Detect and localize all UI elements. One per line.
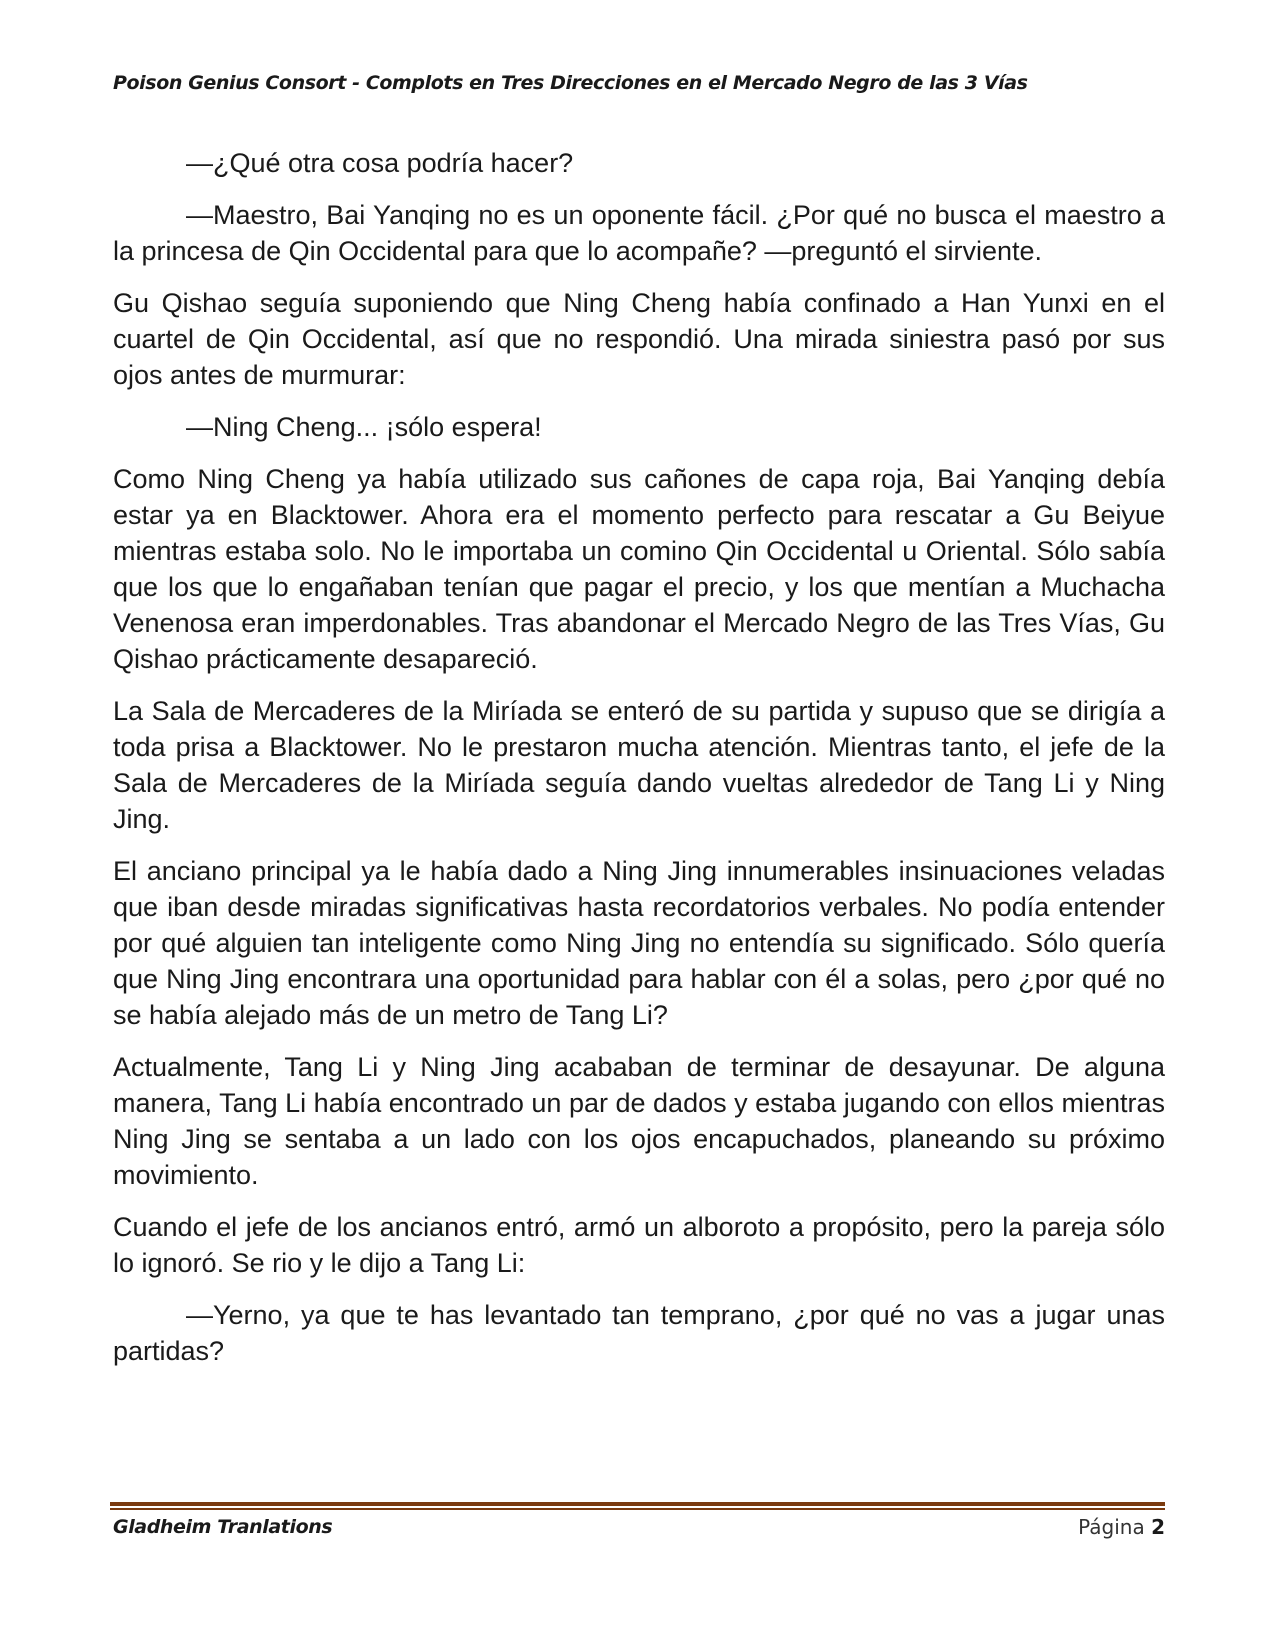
page-label: Página: [1078, 1515, 1145, 1539]
footer-page-number: [1078, 1515, 1165, 1539]
paragraph-4: —Ning Cheng... ¡sólo espera!: [186, 412, 542, 442]
body-text: [113, 145, 1165, 1385]
paragraph-2: —Maestro, Bai Yanqing no es un oponente fácil. ¿Por qué no busca el maestro a la princesa de Qin Occidental para que lo acompañe? —preguntó el sirviente.: [113, 200, 1165, 266]
running-header: Poison Genius Consort - Complots en Tres Direcciones en el Mercado Negro de las 3 Vías: [113, 72, 1028, 94]
paragraph-9: Cuando el jefe de los ancianos entró, armó un alboroto a propósito, pero la pareja sólo lo ignoró. Se rio y le dijo a Tang Li:: [113, 1212, 1165, 1278]
paragraph-3: Gu Qishao seguía suponiendo que Ning Cheng había confinado a Han Yunxi en el cuartel de Qin Occidental, así que no respondió. Una mirada siniestra pasó por sus ojos antes de murmurar:: [113, 288, 1165, 390]
paragraph-7: El anciano principal ya le había dado a Ning Jing innumerables insinuaciones veladas que iban desde miradas significativas hasta recordatorios verbales. No podía entender por qué alguien tan inteligente como Ning Jing no entendía su significado. Sólo quería que Ning Jing encontrara una oportunidad para hablar con él a solas, pero ¿por qué no se había alejado más de un metro de Tang Li?: [113, 856, 1165, 1030]
paragraph-6: La Sala de Mercaderes de la Miríada se enteró de su partida y supuso que se dirigía a toda prisa a Blacktower. No le prestaron mucha atención. Mientras tanto, el jefe de la Sala de Mercaderes de la Miríada seguía dando vueltas alrededor de Tang Li y Ning Jing.: [113, 696, 1165, 834]
paragraph-1: —¿Qué otra cosa podría hacer?: [186, 148, 574, 178]
footer-publisher: Gladheim Tranlations: [113, 1516, 333, 1538]
footer-divider-thin: [110, 1508, 1165, 1510]
paragraph-8: Actualmente, Tang Li y Ning Jing acababan de terminar de desayunar. De alguna manera, Tang Li había encontrado un par de dados y estaba jugando con ellos mientras Ning Jing se sentaba a un lado con los ojos encapuchados, planeando su próximo movimiento.: [113, 1052, 1165, 1190]
footer-divider: [110, 1502, 1165, 1511]
paragraph-5: Como Ning Cheng ya había utilizado sus cañones de capa roja, Bai Yanqing debía estar ya en Blacktower. Ahora era el momento perfecto para rescatar a Gu Beiyue mientras estaba solo. No le importaba un comino Qin Occidental u Oriental. Sólo sabía que los que lo engañaban tenían que pagar el precio, y los que mentían a Muchacha Venenosa eran imperdonables. Tras abandonar el Mercado Negro de las Tres Vías, Gu Qishao prácticamente desapareció.: [113, 464, 1165, 674]
footer-divider-thick: [110, 1502, 1165, 1506]
paragraph-10: —Yerno, ya que te has levantado tan temprano, ¿por qué no vas a jugar unas partidas?: [113, 1300, 1165, 1366]
page-number: 2: [1151, 1515, 1165, 1539]
